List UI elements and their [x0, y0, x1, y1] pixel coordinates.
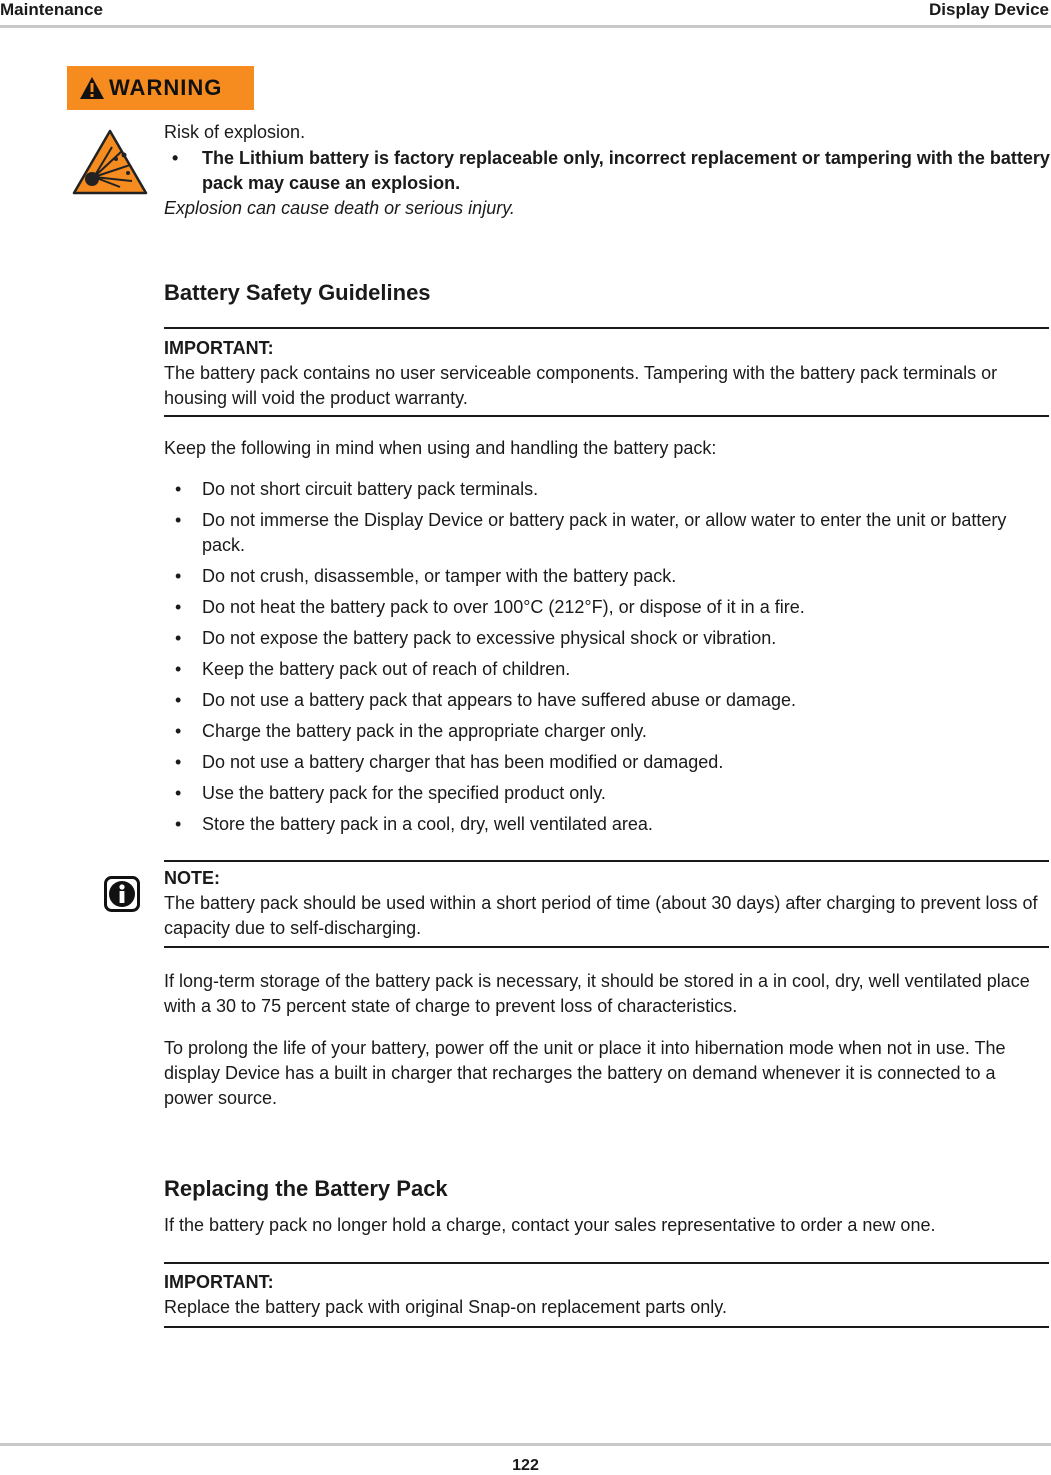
warning-triangle-icon: [79, 76, 105, 100]
page-number: 122: [512, 1457, 539, 1474]
list-item: [164, 750, 1049, 775]
bullet-dot: •: [175, 721, 182, 741]
list-item-text: Store the battery pack in a cool, dry, well ventilated area.: [202, 814, 653, 834]
important-top-rule: [164, 327, 1049, 329]
list-item-text: Do not short circuit battery pack terminals.: [202, 479, 539, 499]
running-header-title: Display Device: [928, 0, 1049, 19]
guidelines-intro: Keep the following in mind when using and handling the battery pack:: [164, 438, 717, 458]
list-item-text: Do not crush, disassemble, or tamper with the battery pack.: [202, 566, 677, 586]
section-title-replacing-battery: Replacing the Battery Pack: [164, 1176, 448, 1201]
running-header-section: Maintenance: [0, 0, 103, 19]
bullet-dot: •: [175, 783, 182, 803]
important-text: Replace the battery pack with original Snap-on replacement parts only.: [164, 1297, 727, 1317]
bullet-dot: •: [175, 814, 182, 834]
list-item: [164, 719, 1049, 744]
prolong-life-paragraph: To prolong the life of your battery, power off the unit or place it into hibernation mode when not in use. The display Device has a built in charger that recharges the battery on demand whenever it is connected to a power source.: [164, 1038, 1006, 1108]
bullet-dot: •: [172, 148, 179, 168]
note-text: The battery pack should be used within a short period of time (about 30 days) after charging to prevent loss of capacity due to self-discharging.: [164, 893, 1038, 938]
bullet-dot: •: [175, 566, 182, 586]
list-item-text: Do not heat the battery pack to over 100°C (212°F), or dispose of it in a fire.: [202, 597, 805, 617]
replacing-paragraph: If the battery pack no longer hold a charge, contact your sales representative to order a new one.: [164, 1215, 936, 1235]
list-item: [164, 477, 1049, 502]
list-item: [164, 812, 1049, 837]
section-title-battery-safety: Battery Safety Guidelines: [164, 280, 431, 305]
list-item: [164, 626, 1049, 651]
important-block: [164, 336, 1049, 411]
list-item-text: Do not immerse the Display Device or battery pack in water, or allow water to enter the unit or battery pack.: [202, 510, 1007, 555]
bullet-dot: •: [175, 690, 182, 710]
note-bottom-rule: [164, 946, 1049, 948]
warning-risk-title: Risk of explosion.: [164, 122, 306, 142]
list-item: [164, 688, 1049, 713]
warning-badge: [67, 66, 254, 110]
explosion-icon: [72, 129, 148, 195]
note-top-rule: [164, 860, 1049, 862]
list-item-text: Use the battery pack for the specified product only.: [202, 783, 606, 803]
bullet-dot: •: [175, 628, 182, 648]
list-item: [164, 781, 1049, 806]
important-top-rule: [164, 1262, 1049, 1264]
header-divider: [0, 25, 1051, 28]
bullet-dot: •: [175, 659, 182, 679]
guidelines-list: [164, 477, 1049, 843]
note-block: [164, 866, 1049, 941]
footer-divider: [0, 1443, 1051, 1446]
list-item-text: Do not expose the battery pack to excessive physical shock or vibration.: [202, 628, 777, 648]
info-icon: [104, 876, 140, 912]
note-label: NOTE:: [164, 868, 220, 888]
important-label: IMPORTANT:: [164, 338, 274, 358]
bullet-dot: •: [175, 510, 182, 530]
bullet-dot: •: [175, 479, 182, 499]
bullet-dot: •: [175, 597, 182, 617]
important-bottom-rule: [164, 415, 1049, 417]
important-text: The battery pack contains no user serviceable components. Tampering with the battery pack terminals or housing will void the product warranty.: [164, 363, 998, 408]
important-block: [164, 1270, 1049, 1320]
important-label: IMPORTANT:: [164, 1272, 274, 1292]
list-item-text: Charge the battery pack in the appropriate charger only.: [202, 721, 647, 741]
warning-bullet-text: The Lithium battery is factory replaceable only, incorrect replacement or tampering with the battery pack may cause an explosion.: [202, 148, 1050, 193]
list-item: [164, 657, 1049, 682]
warning-consequence: Explosion can cause death or serious injury.: [164, 198, 515, 218]
warning-label: WARNING: [109, 75, 223, 100]
important-bottom-rule: [164, 1326, 1049, 1328]
list-item: [164, 564, 1049, 589]
list-item: [164, 508, 1049, 558]
list-item-text: Keep the battery pack out of reach of children.: [202, 659, 571, 679]
bullet-dot: •: [175, 752, 182, 772]
list-item-text: Do not use a battery charger that has been modified or damaged.: [202, 752, 724, 772]
list-item-text: Do not use a battery pack that appears to have suffered abuse or damage.: [202, 690, 797, 710]
list-item: [164, 595, 1049, 620]
storage-paragraph: If long-term storage of the battery pack is necessary, it should be stored in a in cool, dry, well ventilated place with a 30 to 75 percent state of charge to prevent loss of characteristics.: [164, 971, 1030, 1016]
